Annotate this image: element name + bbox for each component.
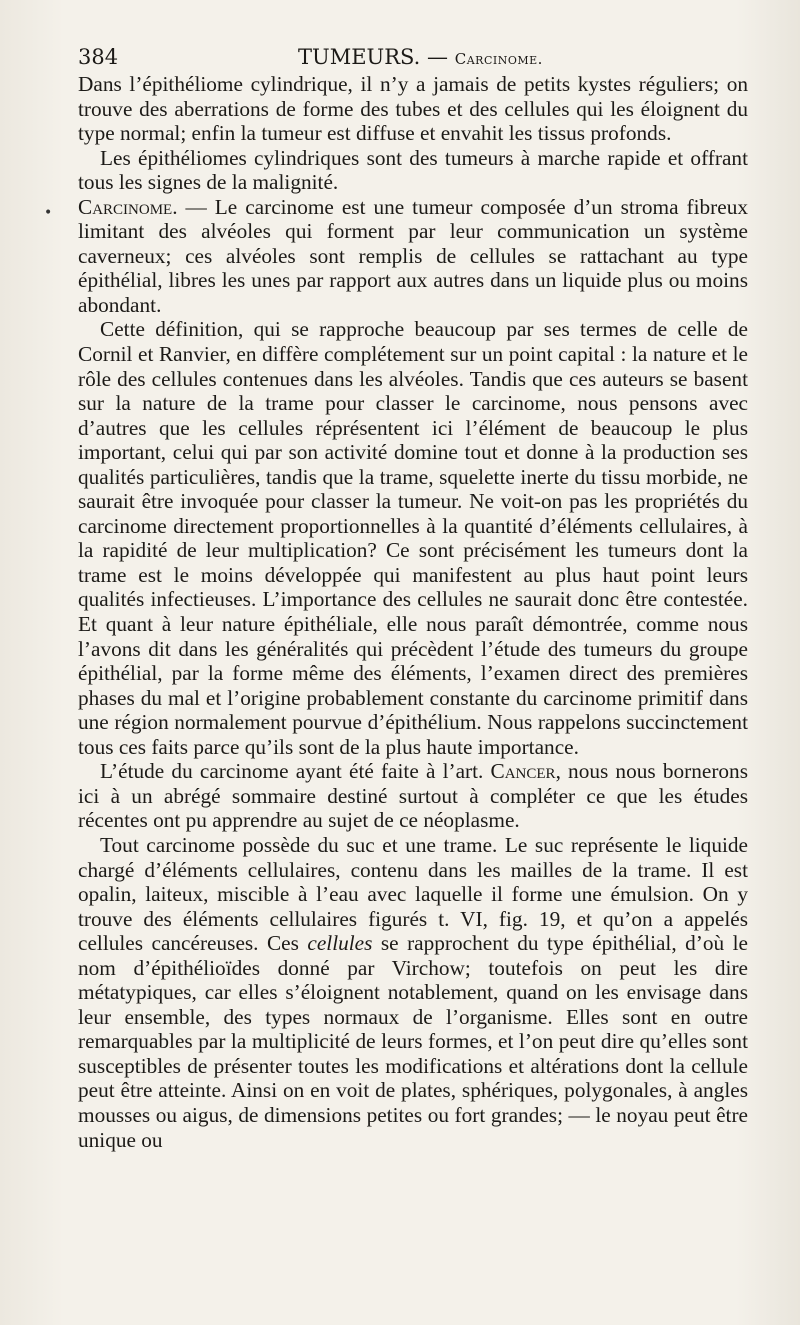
paragraph-2: Les épithéliomes cylindriques sont des tumeurs à marche rapide et offrant tous les signes de la malignité. bbox=[78, 145, 748, 195]
paragraph-1: Dans l’épithéliome cylindrique, il n’y a jamais de petits kystes réguliers; on trouve des aberrations de forme des tubes et des cellules qui les éloignent du type normal; enfin la tumeur est diffuse et envahit les tissus profonds. bbox=[78, 72, 748, 146]
page-header bbox=[78, 44, 748, 70]
running-head-title: TUMEURS. — bbox=[298, 45, 449, 69]
margin-mark: • bbox=[44, 205, 53, 221]
paragraph-5-c: , nous nous bornerons ici à un abrégé sommaire destiné surtout à compléter ce que les études récentes ont pu apprendre au sujet de ce néoplasme. bbox=[78, 759, 748, 833]
paragraph-6 bbox=[78, 833, 748, 1152]
paragraph-5 bbox=[78, 759, 748, 833]
emphasis-cellules: cellules bbox=[307, 931, 373, 956]
running-head bbox=[298, 44, 543, 72]
section-heading-carcinome: Carcinome. bbox=[78, 194, 178, 219]
running-head-subtitle: Carcinome. bbox=[454, 50, 543, 68]
paragraph-4: Cette définition, qui se rapproche beaucoup par ses termes de celle de Cornil et Ranvier, en diffère complétement sur un point capital : la nature et le rôle des cellules contenues dans les alvéoles. Tandis que ces auteurs se basent sur la nature de la trame pour classer le carcinome, nous pensons avec d’autres que les cellules réprésentent ici l’élément de beaucoup le plus important, celui qui par son activité domine tout et donne à la production ses qualités particulières, tandis que la trame, squelette inerte du tissu morbide, ne saurait être invoquée pour classer la tumeur. Ne voit-on pas les propriétés du carcinome directement proportionnelles à la quantité d’éléments cellulaires, à la rapidité de leur multiplication? Ce sont précisément les tumeurs dont la trame est le moins développée qui manifestent au plus haut point leurs qualités infectieuses. L’importance des cellules ne saurait donc être contestée. Et quant à leur nature épithéliale, elle nous paraît démontrée, comme nous l’avons dit dans les généralités qui précèdent l’étude des tumeurs du groupe épithélial, par la forme même des éléments, l’examen direct des premières phases du mal et l’origine probablement constante du carcinome primitif dans une région normalement pourvue d’épithélium. Nous rappelons succinctement tous ces faits parce qu’ils sont de la plus haute importance. bbox=[78, 317, 748, 759]
paragraph-3-text: — Le carcinome est une tumeur composée d’un stroma fibreux limitant des alvéoles qui forment par leur communication un système caverneux; ces alvéoles sont remplis de cellules se rattachant au type épithélial, libres les unes par rapport aux autres dans un liquide plus ou moins abondant. bbox=[78, 194, 748, 317]
paragraph-6-a: Tout carcinome possède du suc et une trame. Le suc représente le liquide chargé d’éléments cellulaires, contenu dans les mailles de la trame. Il est opalin, laiteux, miscible à l’eau avec laquelle il forme une émulsion. On y trouve des éléments cellulaires figurés t. VI, fig. 19, et qu’on a appelés cellules cancéreuses. Ces bbox=[78, 832, 748, 956]
paragraph-5-a: L’étude du carcinome ayant été faite à l’art. bbox=[100, 759, 491, 784]
cross-reference-cancer: Cancer bbox=[490, 759, 556, 784]
body-text bbox=[78, 72, 748, 1152]
paragraph-3 bbox=[78, 195, 748, 318]
paragraph-6-c: se rapprochent du type épithélial, d’où le nom d’épithélioïdes donné par Virchow; toutefois on peut les dire métatypiques, car elles s’éloignent notablement, quand on les envisage dans leur ensemble, des types normaux de l’organisme. Elles sont en outre remarquables par la multiplicité de leurs formes, et l’on peut dire qu’elles sont susceptibles de présenter toutes les modifications et altérations dont la cellule peut être atteinte. Ainsi on en voit de plates, sphériques, polygonales, à angles mousses ou aigus, de dimensions petites ou fort grandes; — le noyau peut être unique ou bbox=[78, 931, 748, 1152]
page-number: 384 bbox=[78, 45, 119, 69]
